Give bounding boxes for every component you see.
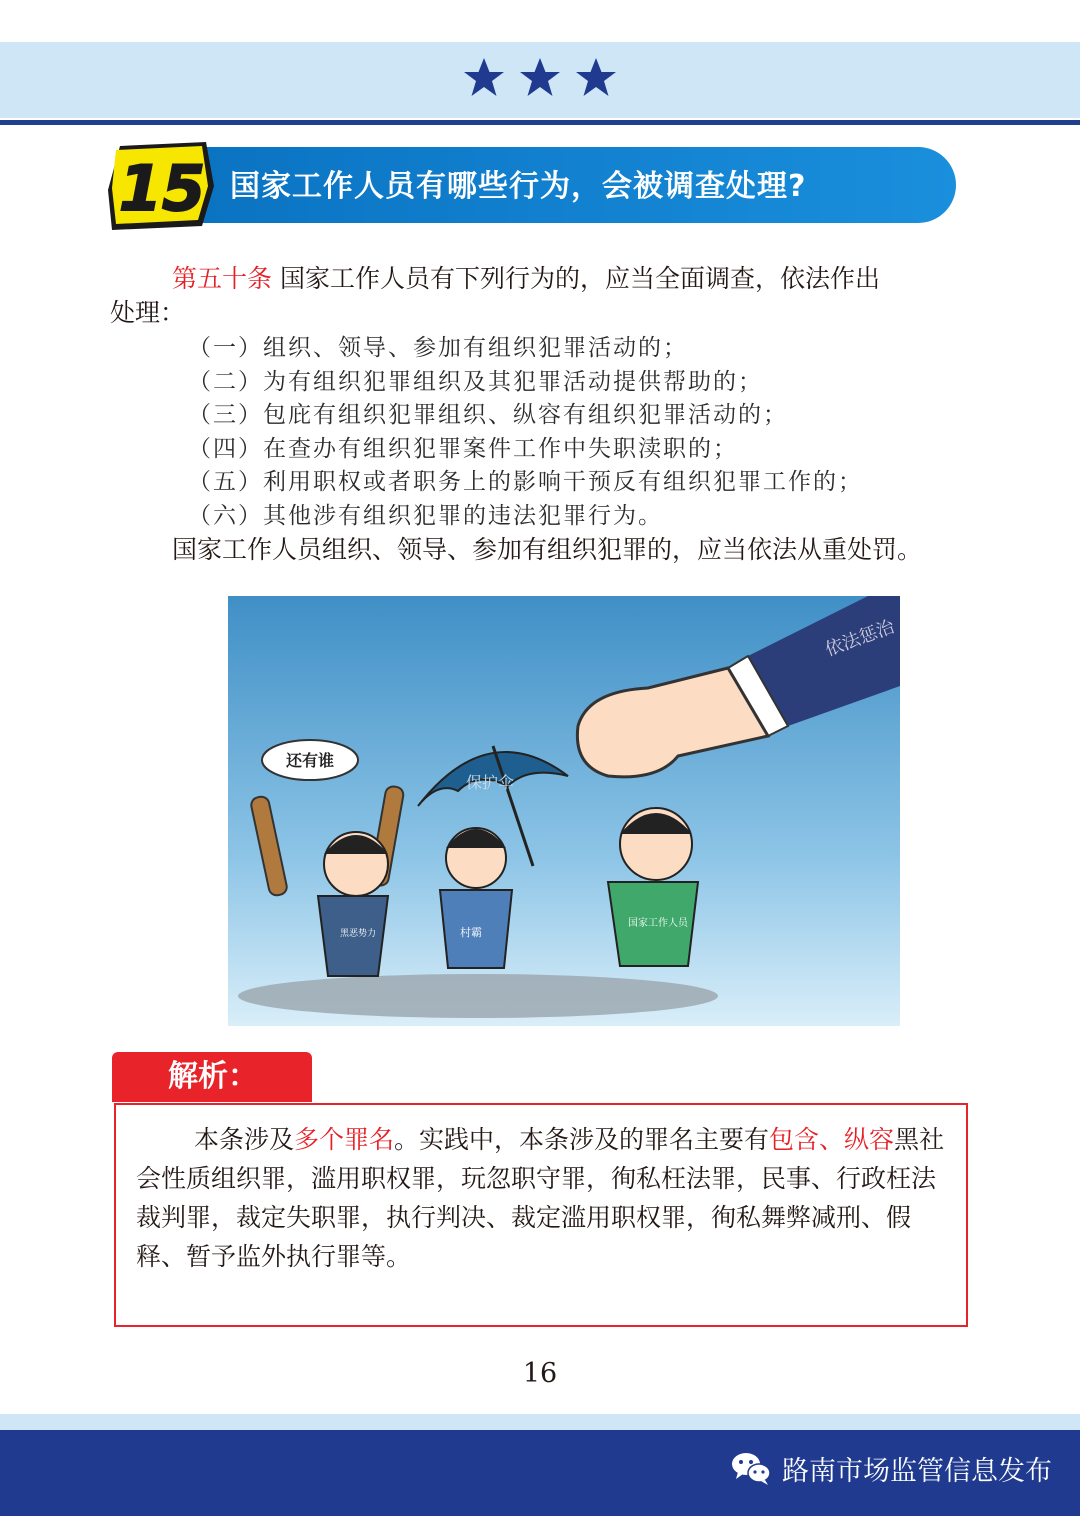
article-items [188, 332, 988, 533]
cartoon-illustration [228, 596, 900, 1026]
shirt-label-left: 黑恶势力 [340, 929, 377, 939]
list-item: （二）为有组织犯罪组织及其犯罪活动提供帮助的； [188, 368, 763, 395]
star-icon [464, 58, 504, 96]
shirt-label-right: 国家工作人员 [628, 918, 688, 929]
analysis-highlight: 包含、纵容 [769, 1125, 895, 1154]
header-divider [0, 120, 1080, 125]
umbrella-label: 保护伞 [466, 773, 515, 792]
article-intro: 国家工作人员有下列行为的，应当全面调查，依法作出 [279, 264, 880, 293]
footer-brand[interactable] [730, 1448, 1052, 1488]
analysis-highlight: 多个罪名 [294, 1125, 395, 1154]
list-item: （四）在查办有组织犯罪案件工作中失职渎职的； [188, 435, 738, 462]
footer-stripe [0, 1414, 1080, 1430]
analysis-text [136, 1120, 952, 1276]
speech-bubble-text: 还有谁 [285, 751, 335, 770]
analysis-text-part: 。实践中，本条涉及的罪名主要有 [394, 1125, 770, 1154]
analysis-text-part: 黑社会性质组织罪，滥用职权罪，玩忽职守罪，徇私枉法罪，民事、行政枉法裁判罪，裁定失职罪，执行判决、裁定滥用职权罪，徇私舞弊减刑、假释、暂予监外执行罪等。 [136, 1125, 945, 1271]
section-title: 国家工作人员有哪些行为，会被调查处理? [230, 169, 807, 204]
three-stars-icon [460, 54, 620, 102]
section-number-badge [106, 140, 218, 232]
shirt-label-middle: 村霸 [460, 926, 482, 939]
article-intro-cont: 处理： [110, 298, 186, 327]
analysis-text-part: 本条涉及 [194, 1125, 295, 1154]
list-item: （六）其他涉有组织犯罪的违法犯罪行为。 [188, 502, 663, 529]
sleeve-label: 依法惩治 [822, 616, 898, 661]
list-item: （一）组织、领导、参加有组织犯罪活动的； [188, 335, 688, 361]
list-item: （三）包庇有组织犯罪组织、纵容有组织犯罪活动的； [188, 402, 788, 428]
footer-brand-label: 路南市场监管信息发布 [782, 1455, 1052, 1487]
page-number: 16 [522, 1358, 558, 1389]
list-item: （五）利用职权或者职务上的影响干预反有组织犯罪工作的； [188, 469, 863, 495]
article-paragraph [110, 262, 980, 330]
article-label: 第五十条 [172, 264, 273, 293]
star-icon [520, 58, 560, 96]
star-icon [576, 58, 616, 96]
article-closing: 国家工作人员组织、领导、参加有组织犯罪的，应当依法从重处罚。 [172, 535, 923, 564]
analysis-tab: 解析： [112, 1052, 312, 1102]
wechat-icon [730, 1450, 772, 1486]
section-number: 15 [118, 152, 206, 225]
